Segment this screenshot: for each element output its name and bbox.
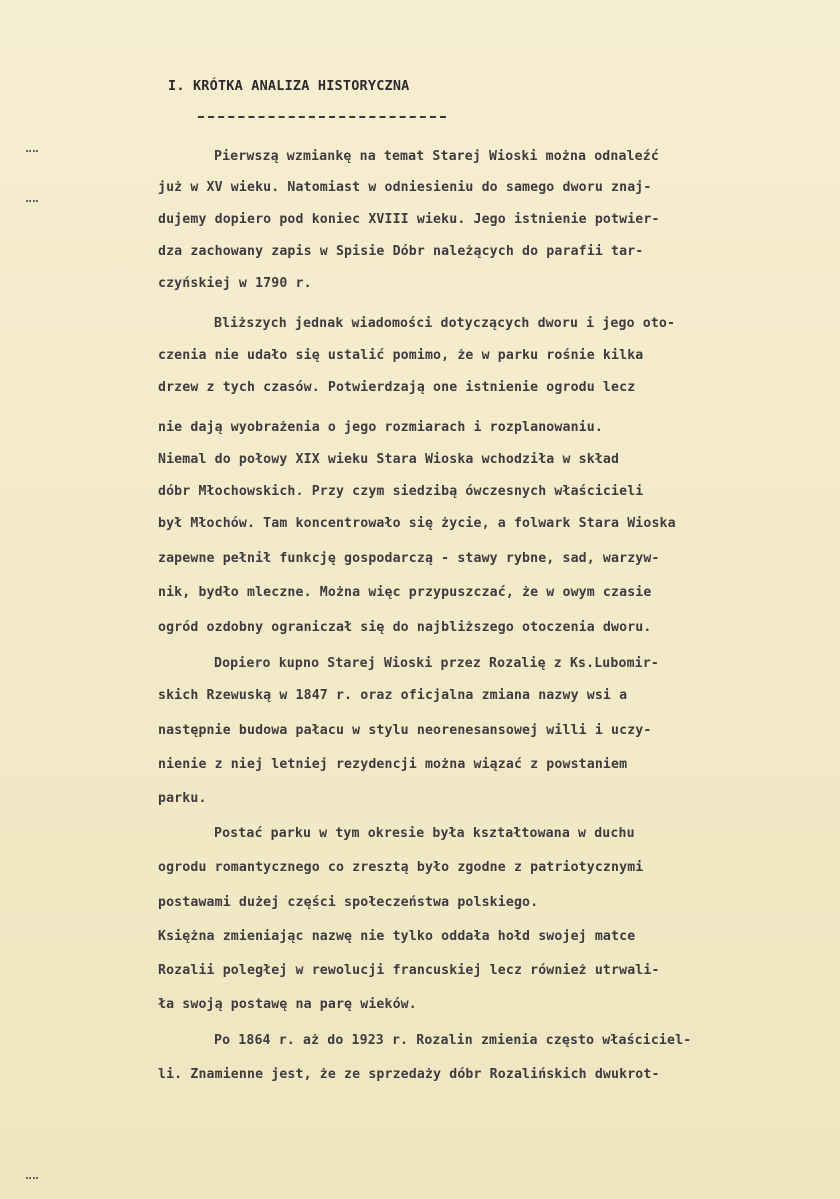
text-line: Bliższych jednak wiadomości dotyczących dworu i jego oto-: [214, 316, 676, 331]
text-line: Po 1864 r. aż do 1923 r. Rozalin zmienia często właściciel-: [214, 1033, 692, 1048]
text-line: zapewne pełnił funkcję gospodarczą - stawy rybne, sad, warzyw-: [158, 551, 660, 566]
margin-mark: [26, 1177, 38, 1179]
text-line: już w XV wieku. Natomiast w odniesieniu do samego dworu znaj-: [158, 180, 652, 195]
text-line: ogrodu romantycznego co zresztą było zgodne z patriotycznymi: [158, 860, 644, 875]
text-line: Dopiero kupno Starej Wioski przez Rozalię z Ks.Lubomir-: [214, 656, 659, 671]
text-line: dza zachowany zapis w Spisie Dóbr należących do parafii tar-: [158, 244, 644, 259]
margin-mark: [26, 200, 38, 202]
text-line: li. Znamienne jest, że ze sprzedaży dóbr Rozalińskich dwukrot-: [158, 1067, 660, 1082]
text-line: czenia nie udało się ustalić pomimo, że w parku rośnie kilka: [158, 348, 644, 363]
text-line: Postać parku w tym okresie była kształtowana w duchu: [214, 826, 635, 841]
text-line: dujemy dopiero pod koniec XVIII wieku. Jego istnienie potwier-: [158, 212, 660, 227]
text-line: Niemal do połowy XIX wieku Stara Wioska wchodziła w skład: [158, 452, 620, 467]
margin-mark: [26, 150, 38, 152]
text-line: Pierwszą wzmiankę na temat Starej Wioski można odnaleźć: [214, 149, 659, 164]
text-line: czyńskiej w 1790 r.: [158, 276, 312, 291]
text-line: Księżna zmieniając nazwę nie tylko oddała hołd swojej matce: [158, 929, 636, 944]
text-line: postawami dużej części społeczeństwa polskiego.: [158, 895, 539, 910]
text-line: nienie z niej letniej rezydencji można wiązać z powstaniem: [158, 757, 628, 772]
section-heading: I. KRÓTKA ANALIZA HISTORYCZNA: [168, 78, 410, 94]
text-line: ła swoją postawę na parę wieków.: [158, 997, 417, 1012]
text-line: parku.: [158, 791, 207, 806]
heading-underline: [198, 116, 446, 118]
text-line: nie dają wyobrażenia o jego rozmiarach i rozplanowaniu.: [158, 420, 603, 435]
text-line: był Młochów. Tam koncentrowało się życie, a folwark Stara Wioska: [158, 516, 676, 531]
text-line: nik, bydło mleczne. Można więc przypuszczać, że w owym czasie: [158, 585, 652, 600]
text-line: skich Rzewuską w 1847 r. oraz oficjalna zmiana nazwy wsi a: [158, 688, 628, 703]
text-line: następnie budowa pałacu w stylu neorenesansowej willi i uczy-: [158, 723, 652, 738]
text-line: dóbr Młochowskich. Przy czym siedzibą ówczesnych właścicieli: [158, 484, 644, 499]
text-line: drzew z tych czasów. Potwierdzają one istnienie ogrodu lecz: [158, 380, 636, 395]
text-line: ogród ozdobny ograniczał się do najbliższego otoczenia dworu.: [158, 620, 652, 635]
text-line: Rozalii poległej w rewolucji francuskiej lecz również utrwali-: [158, 963, 660, 978]
